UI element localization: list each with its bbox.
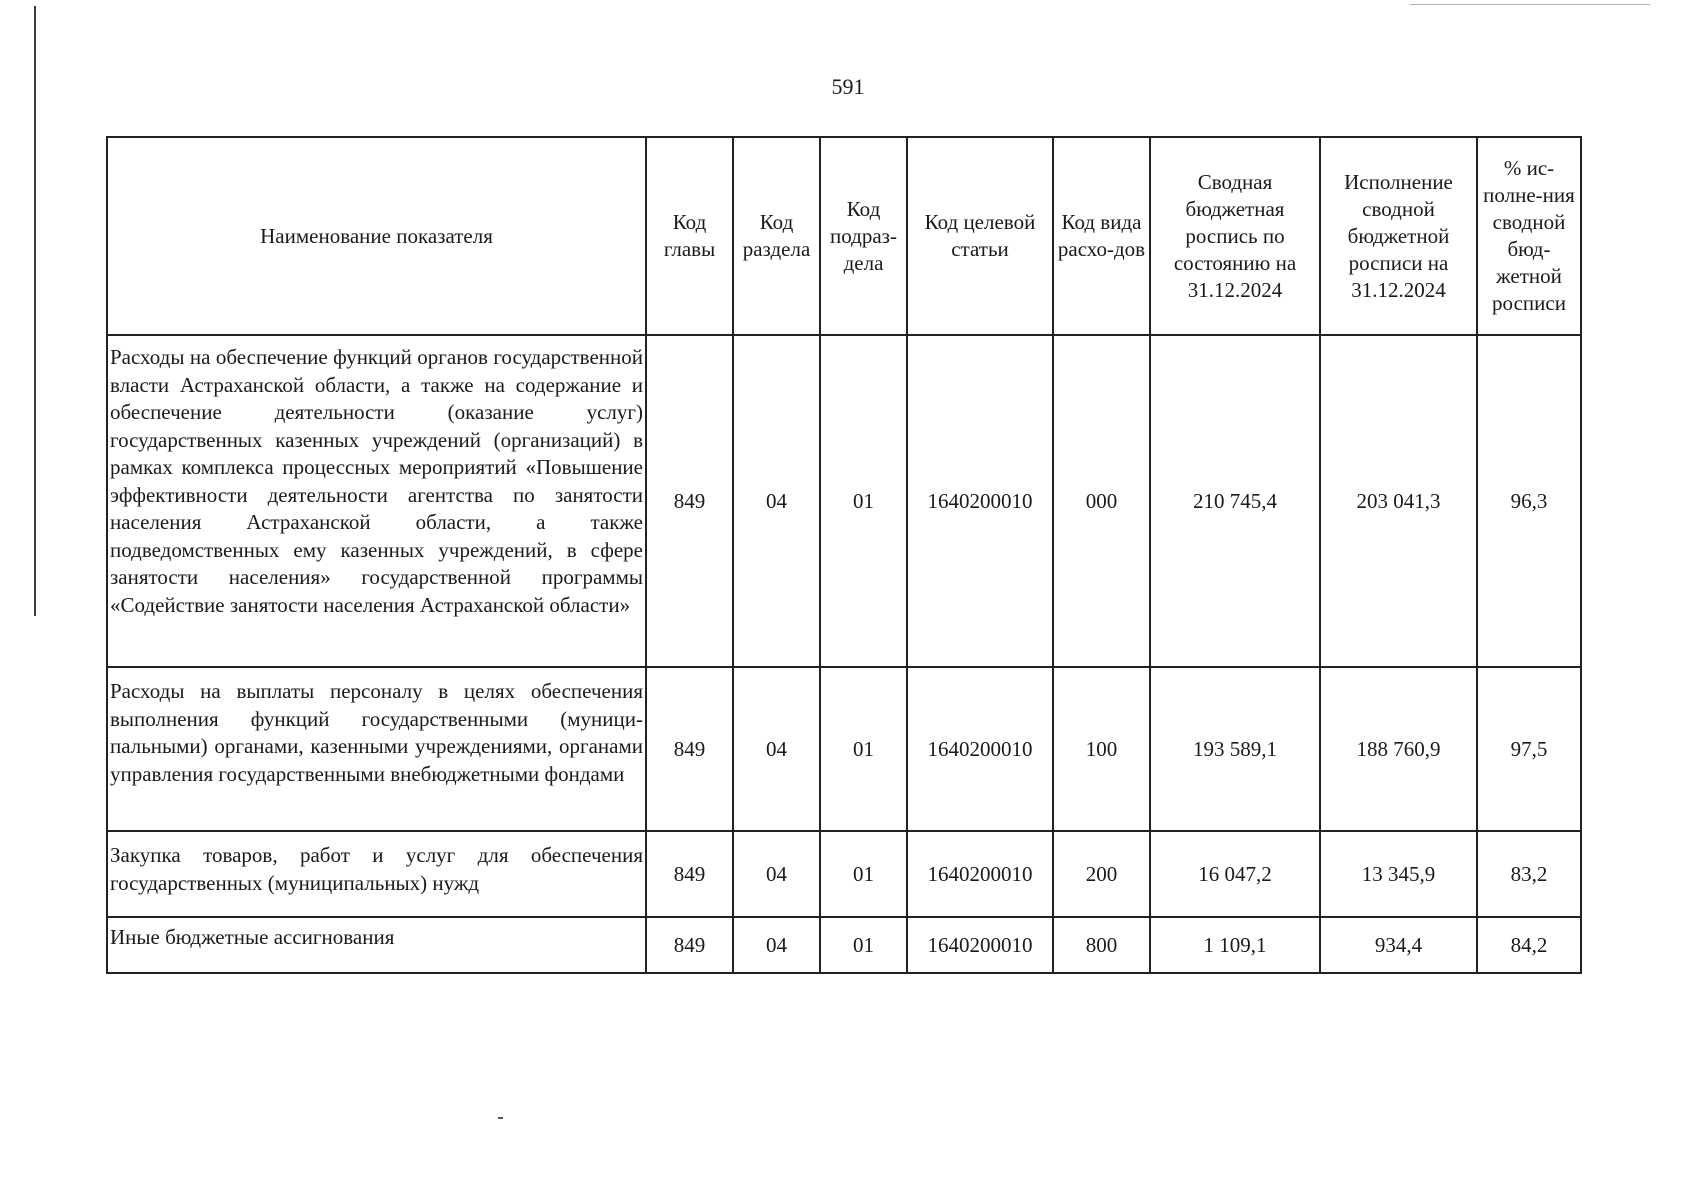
budget-list-cell: 193 589,1	[1150, 667, 1320, 831]
budget-execution-cell: 188 760,9	[1320, 667, 1477, 831]
section-code-cell: 04	[733, 917, 820, 973]
table-row	[107, 667, 1581, 831]
page-number: 591	[831, 74, 865, 99]
indicator-name-cell: Иные бюджетные ассигнования	[107, 917, 646, 973]
budget-list-cell: 16 047,2	[1150, 831, 1320, 917]
table-row	[107, 831, 1581, 917]
indicator-name-cell: Расходы на выплаты персоналу в целях обеспечения выполнения функций государственными (муниципальными) органами, казенными учреждениями, органами управления государственными внебюджетными фондами	[107, 667, 646, 831]
scan-edge-top	[1410, 4, 1650, 5]
chapter-code-cell: 849	[646, 667, 733, 831]
section-code-cell: 04	[733, 335, 820, 667]
target-article-code-cell: 1640200010	[907, 831, 1053, 917]
budget-execution-cell: 13 345,9	[1320, 831, 1477, 917]
budget-list-cell: 1 109,1	[1150, 917, 1320, 973]
header-chapter-code: Код главы	[646, 137, 733, 335]
subsection-code-cell: 01	[820, 831, 907, 917]
header-subsection-code: Код подраз-дела	[820, 137, 907, 335]
execution-percent-cell: 84,2	[1477, 917, 1581, 973]
header-indicator-name: Наименование показателя	[107, 137, 646, 335]
budget-execution-table	[106, 136, 1582, 974]
target-article-code-cell: 1640200010	[907, 667, 1053, 831]
chapter-code-cell: 849	[646, 917, 733, 973]
header-target-article-code: Код целевой статьи	[907, 137, 1053, 335]
budget-execution-cell: 203 041,3	[1320, 335, 1477, 667]
header-budget-execution: Исполнение сводной бюджетной росписи на 31.12.2024	[1320, 137, 1477, 335]
subsection-code-cell: 01	[820, 335, 907, 667]
execution-percent-cell: 96,3	[1477, 335, 1581, 667]
chapter-code-cell: 849	[646, 335, 733, 667]
expense-type-code-cell: 200	[1053, 831, 1150, 917]
section-code-cell: 04	[733, 667, 820, 831]
indicator-name-cell: Расходы на обеспечение функций органов государственной власти Астраханской области, а также на содержание и обеспечение деятельности (оказание услуг) государственных казенных учреждений (организаций) в рамках комплекса процессных мероприятий «Повышение эффективности деятельности агентства по занятости населения Астраханской области, а также подведомственных ему казенных учреждений, в сфере занятости населения» государственной программы «Содействие занятости населения Астраханской области»	[107, 335, 646, 667]
execution-percent-cell: 83,2	[1477, 831, 1581, 917]
subsection-code-cell: 01	[820, 917, 907, 973]
subsection-code-cell: 01	[820, 667, 907, 831]
header-execution-percent: % ис-полне-ния сводной бюд-жетной росписи	[1477, 137, 1581, 335]
header-expense-type-code: Код вида расхо-дов	[1053, 137, 1150, 335]
table-header-row	[107, 137, 1581, 335]
budget-list-cell: 210 745,4	[1150, 335, 1320, 667]
chapter-code-cell: 849	[646, 831, 733, 917]
target-article-code-cell: 1640200010	[907, 335, 1053, 667]
header-section-code: Код раздела	[733, 137, 820, 335]
table-row	[107, 917, 1581, 973]
table-row	[107, 335, 1581, 667]
execution-percent-cell: 97,5	[1477, 667, 1581, 831]
expense-type-code-cell: 800	[1053, 917, 1150, 973]
expense-type-code-cell: 000	[1053, 335, 1150, 667]
scan-speck	[498, 1117, 503, 1119]
header-budget-list: Сводная бюджетная роспись по состоянию на 31.12.2024	[1150, 137, 1320, 335]
indicator-name-cell: Закупка товаров, работ и услуг для обеспечения государственных (муниципальных) нужд	[107, 831, 646, 917]
section-code-cell: 04	[733, 831, 820, 917]
target-article-code-cell: 1640200010	[907, 917, 1053, 973]
expense-type-code-cell: 100	[1053, 667, 1150, 831]
budget-execution-cell: 934,4	[1320, 917, 1477, 973]
